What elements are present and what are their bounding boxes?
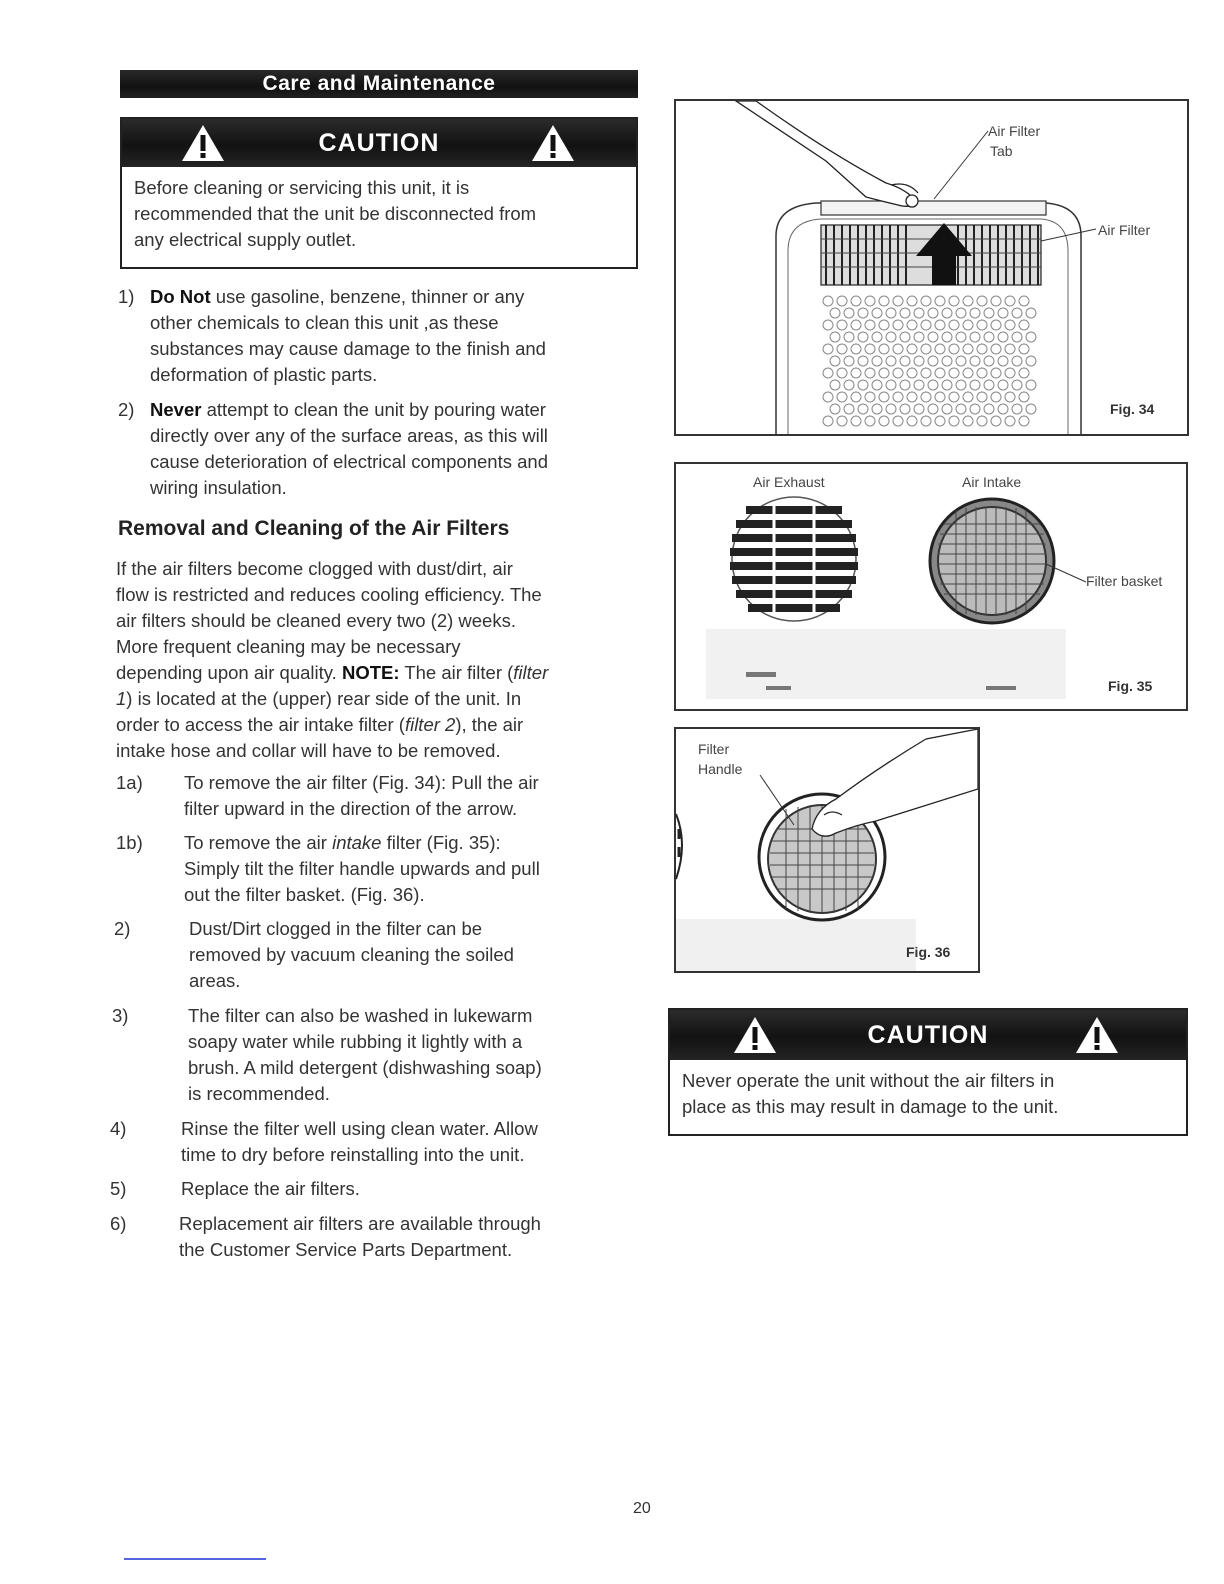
para-italic: filter [513, 662, 549, 683]
figure-35 [674, 462, 1188, 711]
figure-34 [674, 99, 1189, 436]
warning-icon [530, 123, 576, 163]
item-text: areas. [189, 970, 241, 991]
figure-label: Fig. 34 [1110, 401, 1155, 417]
item-text: cause deterioration of electrical components and [150, 451, 548, 472]
para-line: More frequent cleaning may be necessary [116, 636, 461, 657]
item-text: use gasoline, benzene, thinner or any [210, 286, 525, 307]
item-text: directly over any of the surface areas, as this will [150, 425, 548, 446]
warning-icon [180, 123, 226, 163]
item-text: removed by vacuum cleaning the soiled [189, 944, 514, 965]
caution-line: place as this may result in damage to the unit. [682, 1096, 1059, 1117]
item-text: wiring insulation. [150, 477, 287, 498]
caution-header-bottom [670, 1010, 1186, 1060]
item-number: 2) [118, 399, 135, 420]
para-text: ), the air [455, 714, 524, 735]
item-text: Dust/Dirt clogged in the filter can be [189, 918, 483, 939]
item-text: the Customer Service Parts Department. [179, 1239, 513, 1260]
callout-text: Filter [698, 741, 730, 757]
caution-box-top [120, 117, 638, 269]
item-text: The filter can also be washed in lukewarm [188, 1005, 533, 1026]
para-line: air filters should be cleaned every two (2) weeks. [116, 610, 516, 631]
para-text: ) is located at the (upper) rear side of the unit. In [126, 688, 522, 709]
callout-text: Air Filter [988, 123, 1041, 139]
item-number: 5) [110, 1178, 127, 1199]
air-intake-label: Air Intake [962, 474, 1022, 490]
caution-heading-bottom: CAUTION [867, 1020, 989, 1049]
item-number: 1b) [116, 832, 143, 853]
page-number: 20 [633, 1500, 651, 1517]
caution-line: Never operate the unit without the air filters in [682, 1070, 1055, 1091]
item-text: Simply tilt the filter handle upwards and pull [184, 858, 540, 879]
item-number: 6) [110, 1213, 127, 1234]
item-text: other chemicals to clean this unit ,as these [150, 312, 499, 333]
air-filter-tab-callout [988, 121, 1040, 161]
item-text: To remove the air [184, 832, 333, 853]
caution-line: recommended that the unit be disconnected from [134, 203, 537, 224]
para-line: If the air filters become clogged with dust/dirt, air [116, 558, 513, 579]
emphasis-lead: Do Not [150, 286, 211, 307]
warning-icon [1074, 1015, 1120, 1055]
figure-36 [674, 727, 980, 973]
item-text: brush. A mild detergent (dishwashing soap) [188, 1057, 542, 1078]
item-text: deformation of plastic parts. [150, 364, 378, 385]
footer-line [124, 1558, 266, 1560]
para-line [116, 712, 636, 738]
item-text: To remove the air filter (Fig. 34): Pull the air [184, 772, 539, 793]
item-number: 3) [112, 1005, 129, 1026]
air-filter-callout: Air Filter [1098, 222, 1151, 238]
para-italic: 1 [116, 688, 127, 709]
item-text: filter upward in the direction of the arrow. [184, 798, 518, 819]
item-text: Replacement air filters are available through [179, 1213, 541, 1234]
para-line: flow is restricted and reduces cooling efficiency. The [116, 584, 542, 605]
emphasis-lead: Never [150, 399, 202, 420]
para-text: The air filter ( [399, 662, 514, 683]
caution-line: Before cleaning or servicing this unit, it is [134, 177, 470, 198]
caution-line: any electrical supply outlet. [134, 229, 357, 250]
figure-label: Fig. 35 [1108, 678, 1153, 694]
air-filter-illustration [676, 101, 1187, 434]
caution-heading-top: CAUTION [318, 128, 440, 157]
section-title: Care and Maintenance [120, 70, 638, 98]
air-exhaust-label: Air Exhaust [753, 474, 825, 490]
item-text: substances may cause damage to the finish and [150, 338, 546, 359]
caution-text-top [122, 167, 636, 253]
para-text: depending upon air quality. [116, 662, 342, 683]
caution-header-top [122, 119, 636, 167]
item-text: Rinse the filter well using clean water. Allow [181, 1118, 538, 1139]
filter-handle-callout [698, 739, 742, 779]
item-text: is recommended. [188, 1083, 330, 1104]
caution-text-bottom [670, 1060, 1186, 1120]
caution-box-bottom [668, 1008, 1188, 1136]
item-number: 1a) [116, 772, 143, 793]
figure-label: Fig. 36 [906, 944, 951, 960]
item-number: 1) [118, 286, 135, 307]
callout-text: Tab [990, 143, 1013, 159]
note-label: NOTE: [341, 662, 400, 683]
section-subheading: Removal and Cleaning of the Air Filters [118, 517, 510, 540]
item-text: Replace the air filters. [181, 1178, 360, 1199]
para-line [116, 660, 636, 686]
item-text: soapy water while rubbing it lightly with a [188, 1031, 523, 1052]
warning-icon [732, 1015, 778, 1055]
intro-paragraph [116, 556, 636, 764]
item-text: out the filter basket. (Fig. 36). [184, 884, 425, 905]
item-text: time to dry before reinstalling into the unit. [181, 1144, 525, 1165]
item-text: attempt to clean the unit by pouring water [201, 399, 546, 420]
item-number: 2) [114, 918, 131, 939]
filter-basket-callout: Filter basket [1086, 573, 1163, 589]
item-text: filter (Fig. 35): [381, 832, 501, 853]
para-italic: filter 2 [404, 714, 456, 735]
para-line [116, 686, 636, 712]
item-number: 4) [110, 1118, 127, 1139]
para-line: intake hose and collar will have to be removed. [116, 740, 501, 761]
callout-text: Handle [698, 761, 743, 777]
item-italic: intake [332, 832, 382, 853]
para-text: order to access the air intake filter ( [116, 714, 405, 735]
